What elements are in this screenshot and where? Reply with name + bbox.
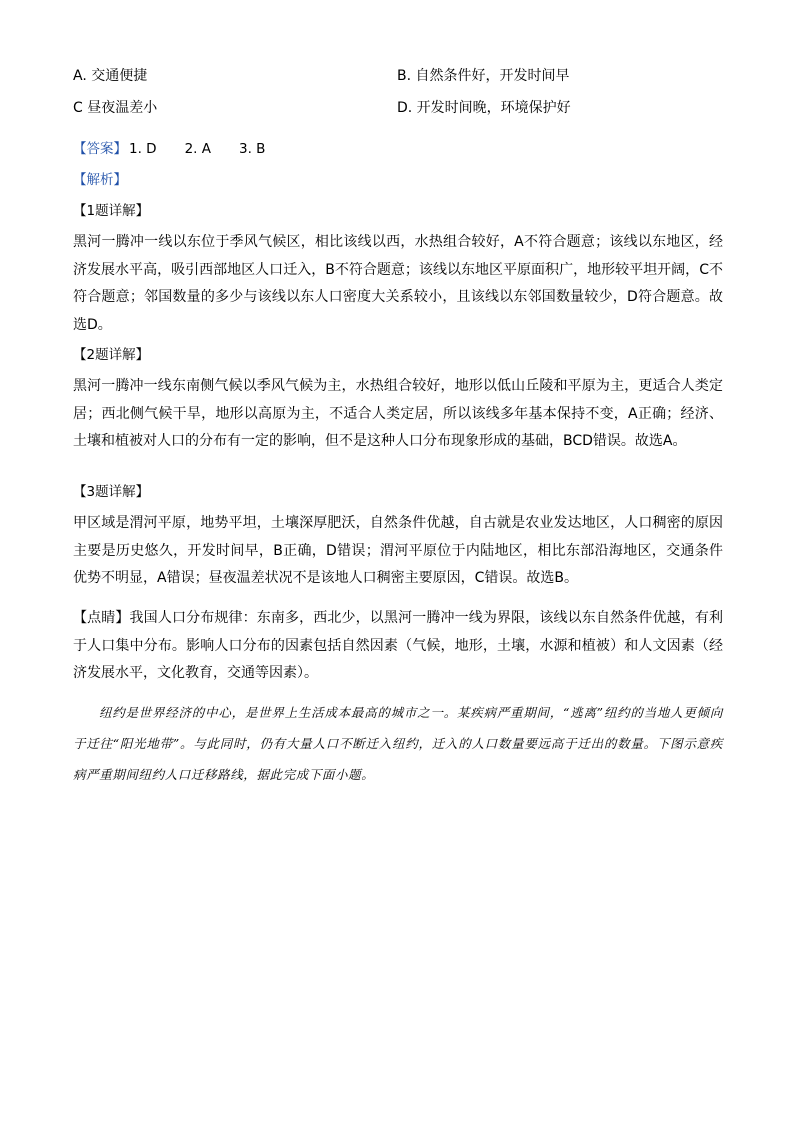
options-row-ab: [73, 64, 723, 88]
analysis-heading: [73, 170, 723, 190]
tips-text: 我国人口分布规律：东南多，西北少，以黑河一腾冲一线为界限，该线以东自然条件优越，有利于人口集中分布。影响人口分布的因素包括自然因素（气候，地形，土壤，水源和植被）和人文因素（经济发展水平，文化教育，交通等因素）。: [73, 610, 724, 681]
answer-q1: 1. D: [129, 141, 157, 157]
q2-explanation: 黑河一腾冲一线东南侧气候以季风气候为主，水热组合较好，地形以低山丘陵和平原为主，更适合人类定居；西北侧气候干旱，地形以高原为主，不适合人类定居，所以该线多年基本保持不变，A正确；经济、土壤和植被对人口的分布有一定的影响，但不是这种人口分布现象形成的基础，BCD错误。故选A。: [73, 378, 723, 449]
q1-explanation: 黑河一腾冲一线以东位于季风气候区，相比该线以西，水热组合较好，A不符合题意；该线以东地区，经济发展水平高，吸引西部地区人口迁入，B不符合题意；该线以东地区平原面积广，地形较平坦开阔，C不符合题意；邻国数量的多少与该线以东人口密度大关系较小，且该线以东邻国数量较少，D符合题意。故选D。: [73, 234, 723, 333]
option-a: A. 交通便捷: [73, 68, 148, 84]
tips-label: 【点睛】: [73, 610, 130, 626]
q3-explanation: 甲区域是渭河平原，地势平坦，土壤深厚肥沃，自然条件优越，自古就是农业发达地区，人口稠密的原因主要是历史悠久，开发时间早，B正确，D错误；渭河平原位于内陆地区，相比东部沿海地区，交通条件优势不明显，A错误；昼夜温差状况不是该地人口稠密主要原因，C错误。故选B。: [73, 515, 723, 586]
q2-heading: 【2题详解】: [73, 347, 150, 363]
answer-label: 【答案】: [73, 141, 127, 157]
q3-heading: 【3题详解】: [73, 484, 150, 500]
q1-heading: 【1题详解】: [73, 203, 150, 219]
options-row-cd: [73, 96, 723, 120]
answer-q3: 3. B: [239, 141, 266, 157]
analysis-label: 【解析】: [73, 172, 127, 188]
option-d: D. 开发时间晚，环境保护好: [397, 100, 571, 116]
tips-block: [73, 605, 723, 688]
option-b: B. 自然条件好，开发时间早: [397, 68, 570, 84]
answer-line: [73, 139, 723, 159]
question-intro: 纽约是世界经济的中心，是世界上生活成本最高的城市之一。某疾病严重期间，“逃离”纽约的当地人更倾向于迁往“阳光地带”。与此同时，仍有大量人口不断迁入纽约，迁入的人口数量要远高于迁出的数量。下图示意疾病严重期间纽约人口迁移路线，据此完成下面小题。: [73, 705, 723, 782]
option-c: C 昼夜温差小: [73, 100, 158, 116]
answer-q2: 2. A: [184, 141, 211, 157]
